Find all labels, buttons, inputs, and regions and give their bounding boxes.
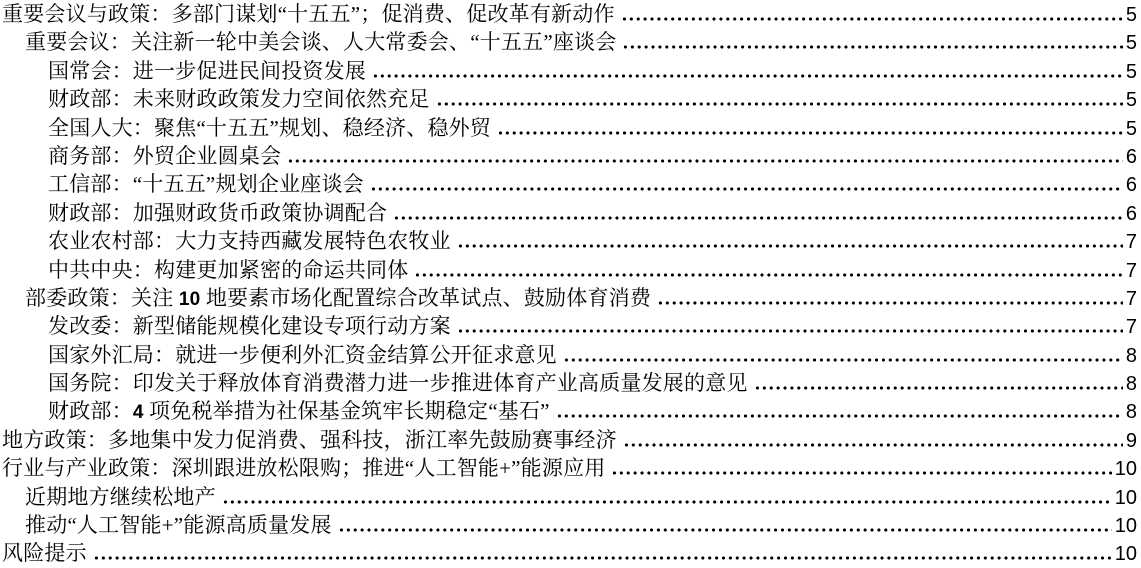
toc-entry-page: 10 xyxy=(1114,486,1137,509)
toc-entry[interactable] xyxy=(2,397,1137,425)
dot-leader xyxy=(414,273,1122,277)
toc-entry[interactable] xyxy=(2,284,1137,312)
toc-entry-page: 10 xyxy=(1114,515,1137,538)
dot-leader xyxy=(393,216,1123,220)
toc-entry-title: 农业农村部：大力支持西藏发展特色农牧业 xyxy=(48,229,451,254)
dot-leader xyxy=(287,159,1123,163)
dot-leader xyxy=(370,187,1123,191)
toc-entry-title: 中共中央：构建更加紧密的命运共同体 xyxy=(48,257,409,282)
toc-entry-title: 部委政策：关注 10 地要素市场化配置综合改革试点、鼓励体育消费 xyxy=(25,285,652,310)
toc-entry[interactable] xyxy=(2,539,1137,567)
toc-entry-title: 发改委：新型储能规模化建设专项行动方案 xyxy=(48,314,451,339)
toc-entry-title: 地方政策：多地集中发力促消费、强科技，浙江率先鼓励赛事经济 xyxy=(2,427,617,452)
toc-entry-page: 7 xyxy=(1125,259,1137,282)
toc-entry-page: 7 xyxy=(1125,287,1137,310)
dot-leader xyxy=(622,45,1122,49)
toc-entry-page: 8 xyxy=(1125,373,1137,396)
toc-entry-page: 10 xyxy=(1114,458,1137,481)
dot-leader xyxy=(457,329,1123,333)
dot-leader xyxy=(611,471,1111,475)
toc-entry-page: 7 xyxy=(1125,231,1137,254)
toc-entry-title: 财政部：4 项免税举措为社保基金筑牢长期稳定“基石” xyxy=(48,399,550,424)
dot-leader xyxy=(657,301,1123,305)
toc-entry[interactable] xyxy=(2,256,1137,284)
dot-leader xyxy=(436,102,1123,106)
toc-entry-title: 重要会议：关注新一轮中美会谈、人大常委会、“十五五”座谈会 xyxy=(25,30,617,55)
toc-entry-page: 5 xyxy=(1125,117,1137,140)
toc-entry[interactable] xyxy=(2,199,1137,227)
toc-entry-page: 6 xyxy=(1125,202,1137,225)
dot-leader xyxy=(623,443,1123,447)
toc-entry-title: 近期地方继续松地产 xyxy=(25,484,216,509)
toc-entry-page: 8 xyxy=(1125,344,1137,367)
toc-entry-title: 重要会议与政策：多部门谋划“十五五”；促消费、促改革有新动作 xyxy=(2,2,615,26)
toc-entry-page: 10 xyxy=(1114,543,1137,566)
toc-entry-page: 8 xyxy=(1125,401,1137,424)
toc-entry-page: 5 xyxy=(1125,60,1137,83)
toc-entry-page: 5 xyxy=(1125,4,1137,26)
dot-leader xyxy=(338,528,1112,532)
toc-entry-title: 国务院：印发关于释放体育消费潜力进一步推进体育产业高质量发展的意见 xyxy=(48,371,748,396)
toc-entry[interactable] xyxy=(2,227,1137,255)
toc-entry-title: 工信部：“十五五”规划企业座谈会 xyxy=(48,172,364,197)
toc-entry-page: 9 xyxy=(1125,429,1137,452)
toc-entry-title: 风险提示 xyxy=(2,541,87,566)
dot-leader xyxy=(563,358,1123,362)
dot-leader xyxy=(93,556,1112,560)
toc-entry[interactable] xyxy=(2,114,1137,142)
toc-entry[interactable] xyxy=(2,511,1137,539)
dot-leader xyxy=(222,500,1112,504)
dot-leader xyxy=(754,386,1123,390)
toc-entry-title: 国常会：进一步促进民间投资发展 xyxy=(48,58,366,83)
toc-entry-page: 5 xyxy=(1125,89,1137,112)
dot-leader xyxy=(372,74,1123,78)
toc-entry-page: 6 xyxy=(1125,174,1137,197)
toc-entry-title: 推动“人工智能+”能源高质量发展 xyxy=(25,513,332,538)
toc-entry[interactable] xyxy=(2,369,1137,397)
dot-leader xyxy=(497,131,1123,135)
toc-entry[interactable] xyxy=(2,28,1137,56)
toc-entry[interactable] xyxy=(2,0,1137,28)
toc-entry-page: 5 xyxy=(1125,32,1137,55)
toc-entry-title: 商务部：外贸企业圆桌会 xyxy=(48,143,282,168)
toc-entry[interactable] xyxy=(2,170,1137,198)
toc-entry[interactable] xyxy=(2,57,1137,85)
toc-entry[interactable] xyxy=(2,341,1137,369)
toc-entry-title: 财政部：未来财政政策发力空间依然充足 xyxy=(48,87,430,112)
dot-leader xyxy=(621,17,1123,21)
toc-entry-title: 全国人大：聚焦“十五五”规划、稳经济、稳外贸 xyxy=(48,115,492,140)
toc-entry[interactable] xyxy=(2,426,1137,454)
toc-entry[interactable] xyxy=(2,312,1137,340)
toc-entry-page: 7 xyxy=(1125,316,1137,339)
dot-leader xyxy=(556,414,1123,418)
toc-entry[interactable] xyxy=(2,85,1137,113)
toc-entry-title: 行业与产业政策：深圳跟进放松限购；推进“人工智能+”能源应用 xyxy=(2,456,606,481)
toc-entry[interactable] xyxy=(2,142,1137,170)
dot-leader xyxy=(457,244,1123,248)
toc-entry[interactable] xyxy=(2,454,1137,482)
toc-entry-title: 财政部：加强财政货币政策协调配合 xyxy=(48,200,388,225)
toc-entry[interactable] xyxy=(2,483,1137,511)
toc-entry-title: 国家外汇局：就进一步便利外汇资金结算公开征求意见 xyxy=(48,342,557,367)
toc-entry-page: 6 xyxy=(1125,145,1137,168)
